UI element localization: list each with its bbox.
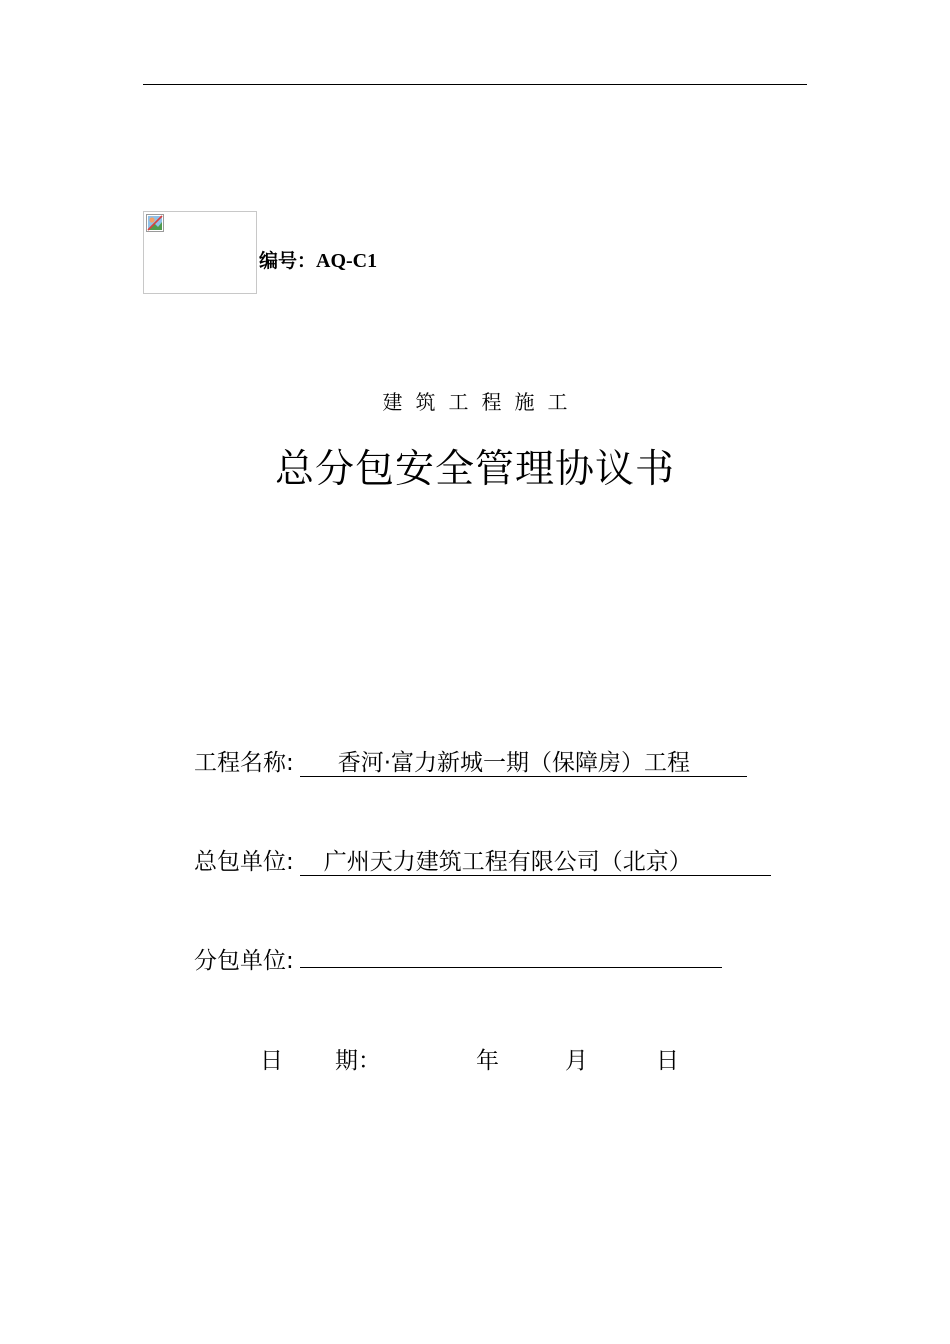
document-subtitle: 建筑工程施工 [382,390,581,414]
document-number-code: AQ-C1 [316,250,378,272]
general-contractor-value: 广州天力建筑工程有限公司（北京） [300,849,771,876]
subcontractor-row [194,942,722,974]
project-name-value: 香河·富力新城一期（保障房）工程 [300,750,747,777]
logo-image-placeholder [143,211,257,294]
date-year-label: 年 [476,1048,499,1074]
document-number [259,246,377,273]
header-rule [143,84,807,85]
document-number-label: 编号： [259,250,317,272]
broken-image-icon [146,214,164,232]
date-day-label: 日 [656,1048,679,1074]
subcontractor-label: 分包单位: [194,948,294,974]
date-month-label: 月 [565,1048,588,1074]
date-label-first-char: 日 [260,1048,283,1074]
subcontractor-blank-line [300,942,722,968]
general-contractor-label: 总包单位: [194,849,294,875]
document-title: 总分包安全管理协议书 [274,447,675,492]
general-contractor-row [194,843,771,875]
project-name-row [194,744,747,776]
date-label-second-char: 期： [335,1048,381,1074]
project-name-label: 工程名称: [194,750,294,776]
